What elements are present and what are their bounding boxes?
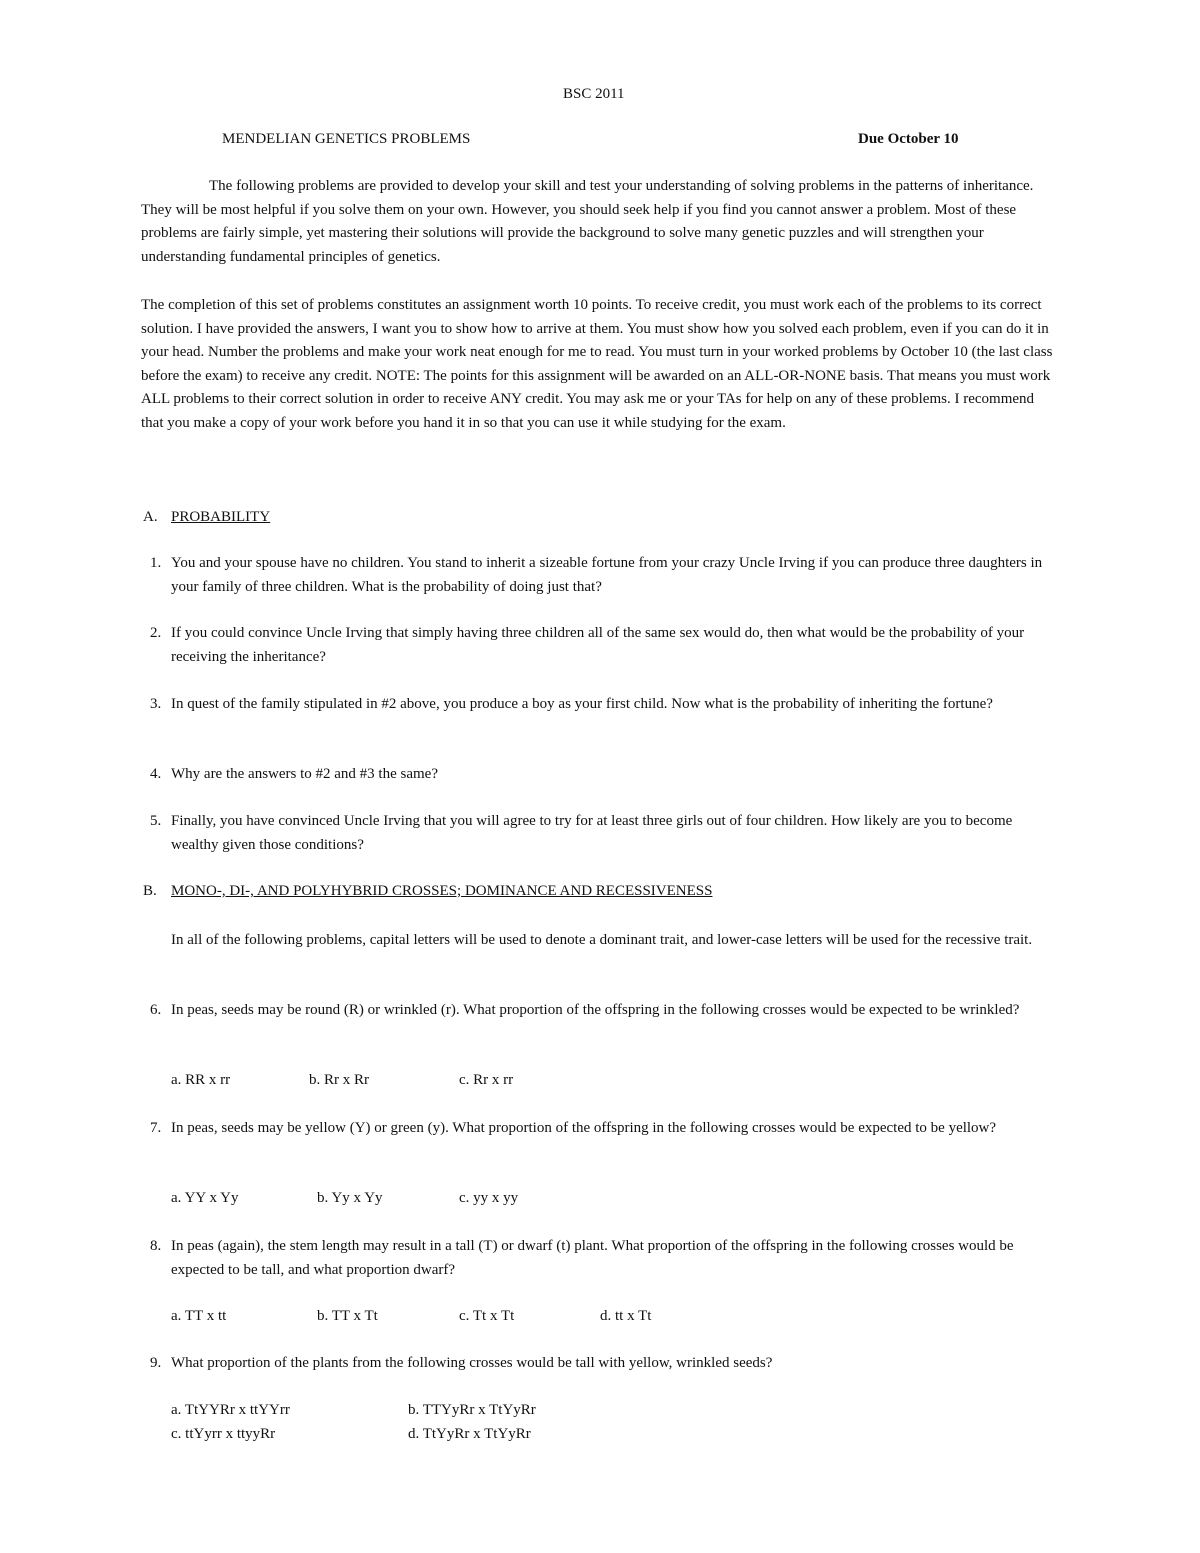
cross-option: a. TtYYRr x ttYYrr — [171, 1402, 290, 1418]
section-b-letter: B. — [143, 883, 157, 899]
problem-text: Why are the answers to #2 and #3 the same? — [171, 766, 438, 782]
problem-number: 2. — [150, 625, 162, 641]
cross-option: b. TTYyRr x TtYyRr — [408, 1402, 536, 1418]
cross-option: b. Rr x Rr — [309, 1072, 369, 1088]
cross-option: c. Tt x Tt — [459, 1308, 515, 1324]
problem-number: 5. — [150, 813, 162, 829]
problem-number: 7. — [150, 1120, 162, 1136]
problem-text: Finally, you have convinced Uncle Irving that you will agree to try for at least three girls out of four children. How likely are you to become wealthy given those conditions? — [171, 813, 1013, 853]
problem-text: What proportion of the plants from the following crosses would be tall with yellow, wrinkled seeds? — [171, 1355, 773, 1371]
section-b-intro: In all of the following problems, capital letters will be used to denote a dominant trait, and lower-case letters will be used for the recessive trait. — [171, 932, 1033, 948]
section-b-title: MONO-, DI-, AND POLYHYBRID CROSSES; DOMINANCE AND RECESSIVENESS — [171, 883, 713, 899]
due-date: Due October 10 — [858, 131, 959, 147]
cross-option: b. TT x Tt — [317, 1308, 378, 1324]
cross-option: a. RR x rr — [171, 1072, 231, 1088]
problem-text: If you could convince Uncle Irving that simply having three children all of the same sex would do, then what would be the probability of your receiving the inheritance? — [171, 625, 1025, 665]
cross-option: b. Yy x Yy — [317, 1190, 383, 1206]
problem-text: In peas, seeds may be yellow (Y) or green (y). What proportion of the offspring in the following crosses would be expected to be yellow? — [171, 1120, 997, 1136]
cross-option: a. YY x Yy — [171, 1190, 239, 1206]
section-a-letter: A. — [143, 509, 158, 525]
problem-text: In peas, seeds may be round (R) or wrinkled (r). What proportion of the offspring in the following crosses would be expected to be wrinkled? — [171, 1002, 1020, 1018]
problem-text: In quest of the family stipulated in #2 above, you produce a boy as your first child. Now what is the probability of inheriting the fortune? — [171, 696, 993, 712]
section-a-title: PROBABILITY — [171, 509, 271, 525]
course-code: BSC 2011 — [563, 86, 625, 102]
problem-text: You and your spouse have no children. You stand to inherit a sizeable fortune from your crazy Uncle Irving if you can produce three daughters in your family of three children. What is the probability of doing just that? — [171, 555, 1043, 595]
problem-number: 6. — [150, 1002, 162, 1018]
intro-paragraph-1: The following problems are provided to develop your skill and test your understanding of solving problems in the patterns of inheritance. They will be most helpful if you solve them on your own. However, you should seek help if you find you cannot answer a problem. Most of these problems are fairly simple, yet mastering their solutions will provide the background to solve many genetic puzzles and will strengthen your understanding fundamental principles of genetics. — [141, 178, 1034, 265]
problem-number: 8. — [150, 1238, 162, 1254]
intro-paragraph-2: The completion of this set of problems constitutes an assignment worth 10 points. To receive credit, you must work each of the problems to its correct solution. I have provided the answers, I want you to show how to arrive at them. You must show how you solved each problem, even if you can do it in your head. Number the problems and make your work neat enough for me to read. You must turn in your worked problems by October 10 (the last class before the exam) to receive any credit. NOTE: The points for this assignment will be awarded on an ALL-OR-NONE basis. That means you must work ALL problems to their correct solution in order to receive ANY credit. You may ask me or your TAs for help on any of these problems. I recommend that you make a copy of your work before you hand it in so that you can use it while studying for the exam. — [141, 297, 1053, 431]
problem-number: 1. — [150, 555, 162, 571]
cross-option: c. yy x yy — [459, 1190, 519, 1206]
problem-number: 4. — [150, 766, 162, 782]
cross-option: c. Rr x rr — [459, 1072, 514, 1088]
cross-option: d. TtYyRr x TtYyRr — [408, 1426, 531, 1442]
problem-number: 9. — [150, 1355, 162, 1371]
cross-option: a. TT x tt — [171, 1308, 227, 1324]
cross-option: c. ttYyrr x ttyyRr — [171, 1426, 276, 1442]
document-title: MENDELIAN GENETICS PROBLEMS — [222, 131, 471, 147]
cross-option: d. tt x Tt — [600, 1308, 652, 1324]
problem-text: In peas (again), the stem length may result in a tall (T) or dwarf (t) plant. What proportion of the offspring in the following crosses would be expected to be tall, and what proportion dwarf? — [171, 1238, 1014, 1278]
problem-number: 3. — [150, 696, 162, 712]
